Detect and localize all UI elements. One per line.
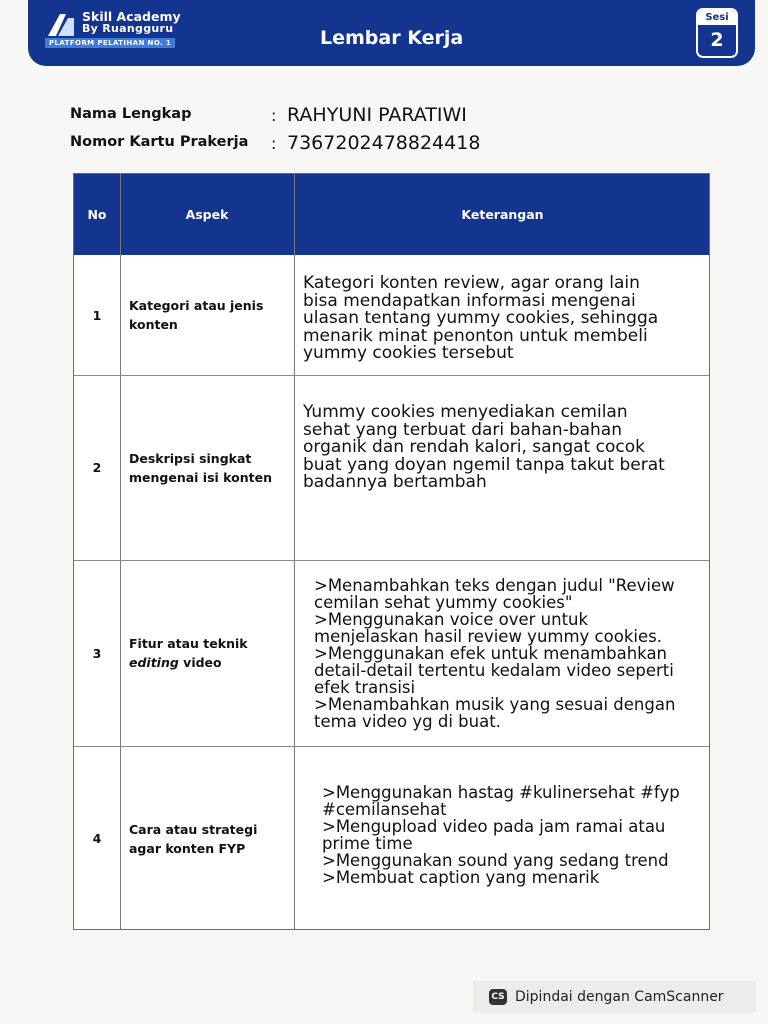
row-description: >Menggunakan hastag #kulinersehat #fyp #cemilansehat >Mengupload video pada jam ramai atau prime time >Menggunakan sound yang sedang trend >Membuat caption yang menarik (322, 783, 680, 887)
identity-label: Nomor Kartu Prakerja (70, 134, 249, 150)
watermark-text: Dipindai dengan CamScanner (515, 989, 724, 1005)
brand (82, 11, 181, 35)
row-aspect-part: Fitur atau teknik (129, 636, 248, 651)
table-header (74, 174, 709, 255)
brand-name: Skill Academy (82, 9, 181, 24)
table-row (74, 746, 709, 931)
skill-academy-logo-icon (46, 12, 76, 38)
row-number: 1 (92, 307, 102, 323)
row-aspect: Kategori atau jenis konten (129, 298, 264, 332)
brand-tagline: PLATFORM PELATIHAN NO. 1 (45, 38, 175, 48)
page-title: Lembar Kerja (320, 27, 464, 49)
worksheet-table (73, 173, 710, 930)
column-header-no: No (87, 207, 107, 222)
identity-colon: : (271, 134, 277, 153)
header-banner (28, 0, 755, 66)
table-row (74, 255, 709, 375)
session-badge (696, 8, 738, 58)
row-number: 2 (92, 460, 102, 475)
row-aspect: Cara atau strategi agar konten FYP (129, 821, 258, 856)
table-row (74, 375, 709, 560)
brand-sub: By Ruangguru (82, 22, 174, 35)
camscanner-icon: CS (489, 989, 507, 1005)
row-number: 3 (92, 645, 102, 661)
row-description: >Menambahkan teks dengan judul "Review cemilan sehat yummy cookies" >Menggunakan voice over untuk menjelaskan hasil review yummy cookies. >Menggunakan efek untuk menambahkan detail-detail tertentu kedalam video seperti efek transisi >Menambahkan musik yang sesuai dengan tema video yg di buat. (314, 576, 676, 731)
column-header-aspek: Aspek (185, 207, 229, 222)
row-number: 4 (92, 831, 102, 846)
row-aspect: Deskripsi singkat mengenai isi konten (129, 450, 272, 485)
camscanner-watermark (473, 981, 756, 1013)
identity-value: RAHYUNI PARATIWI (287, 104, 467, 126)
session-label: Sesi (698, 10, 736, 25)
row-aspect-emphasis: editing (129, 655, 179, 670)
identity-value: 7367202478824418 (287, 132, 481, 154)
identity-label: Nama Lengkap (70, 106, 192, 122)
session-number: 2 (710, 29, 724, 51)
row-aspect-part: video (178, 655, 222, 670)
row-aspect-text (129, 634, 248, 672)
table-row (74, 560, 709, 746)
row-description: Kategori konten review, agar orang lain bisa mendapatkan informasi mengenai ulasan tentang yummy cookies, sehingga menarik minat penonton untuk membeli yummy cookies tersebut (303, 273, 659, 363)
identity-colon: : (271, 106, 277, 125)
row-description: Yummy cookies menyediakan cemilan sehat yang terbuat dari bahan-bahan organik dan rendah kalori, sangat cocok buat yang doyan ngemil tanpa takut berat badannya bertambah (303, 402, 665, 492)
row-aspect (129, 560, 289, 746)
column-header-keterangan: Keterangan (461, 207, 544, 222)
